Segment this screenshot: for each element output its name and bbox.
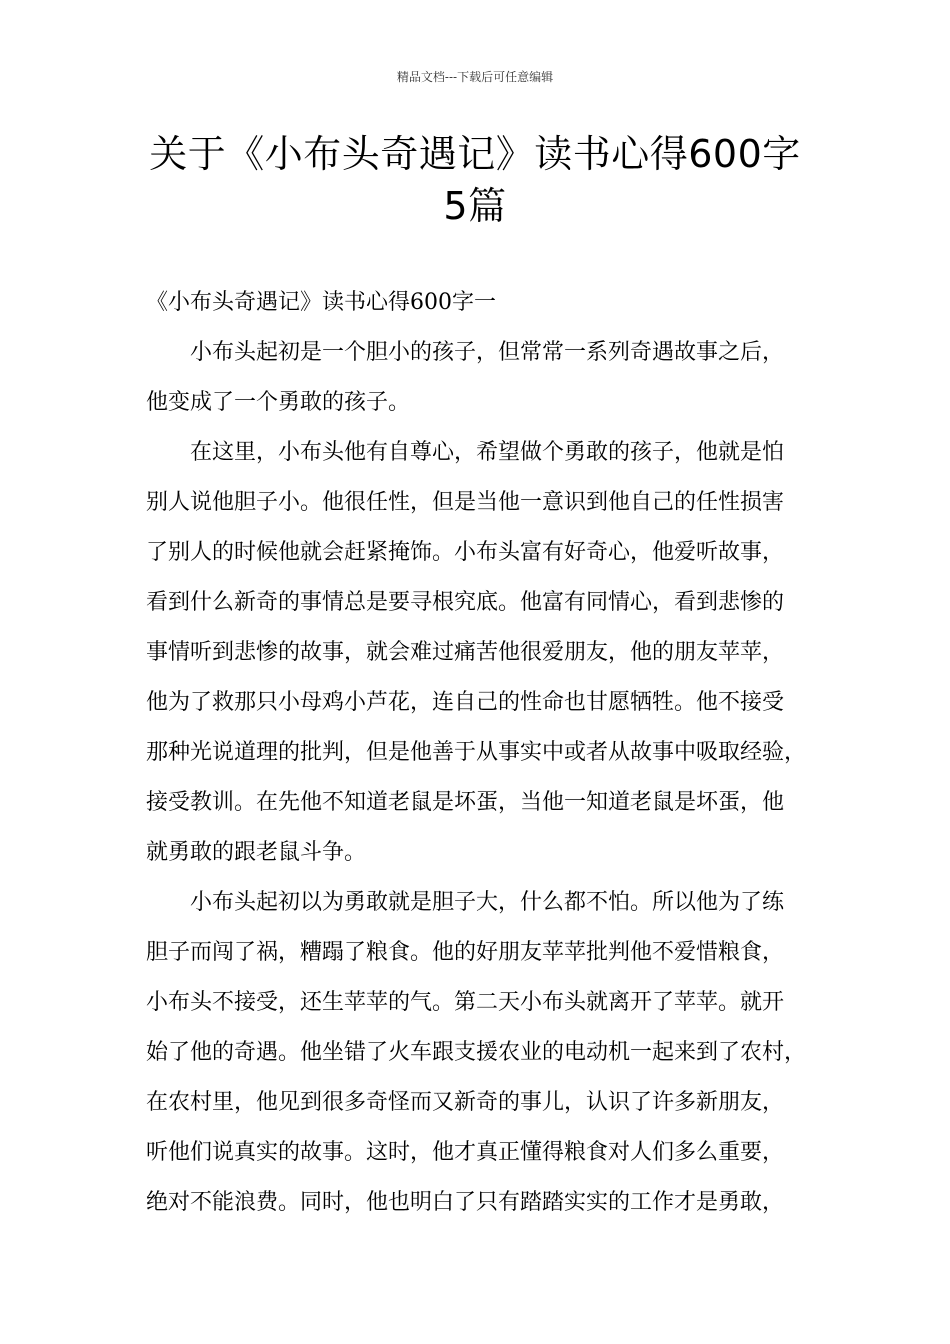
text-line: 接受教训。在先他不知道老鼠是坏蛋，当他一知道老鼠是坏蛋，他	[146, 790, 785, 815]
text-line: 他变成了一个勇敢的孩子。	[146, 390, 411, 415]
text-line: 始了他的奇遇。他坐错了火车跟支援农业的电动机一起来到了农村，	[146, 1040, 807, 1065]
section-heading: 《小布头奇遇记》读书心得600字一	[146, 290, 496, 315]
text-line: 听他们说真实的故事。这时，他才真正懂得粮食对人们多么重要，	[146, 1140, 785, 1165]
text-line: 绝对不能浪费。同时，他也明白了只有踏踏实实的工作才是勇敢，	[146, 1190, 785, 1215]
text-line: 胆子而闯了祸，糟蹋了粮食。他的好朋友苹苹批判他不爱惜粮食，	[146, 940, 785, 965]
paragraph-2	[146, 428, 826, 878]
text-line: 别人说他胆子小。他很任性，但是当他一意识到他自己的任性损害	[146, 490, 785, 515]
text-line: 小布头起初以为勇敢就是胆子大，什么都不怕。所以他为了练	[190, 890, 785, 915]
text-line: 那种光说道理的批判，但是他善于从事实中或者从故事中吸取经验，	[146, 740, 807, 765]
text-line: 就勇敢的跟老鼠斗争。	[146, 840, 367, 865]
text-line: 他为了救那只小母鸡小芦花，连自己的性命也甘愿牺牲。他不接受	[146, 690, 785, 715]
title-line-2: 5篇	[443, 184, 507, 228]
title-line-1: 关于《小布头奇遇记》读书心得600字	[149, 132, 801, 176]
text-line: 小布头不接受，还生苹苹的气。第二天小布头就离开了苹苹。就开	[146, 990, 785, 1015]
text-line: 了别人的时候他就会赶紧掩饰。小布头富有好奇心，他爱听故事，	[146, 540, 785, 565]
text-line: 事情听到悲惨的故事，就会难过痛苦他很爱朋友，他的朋友苹苹，	[146, 640, 785, 665]
header-note: 精品文档---下载后可任意编辑	[396, 70, 554, 84]
document-title	[100, 128, 850, 232]
paragraph-3	[146, 878, 826, 1228]
document-body	[146, 278, 826, 1228]
paragraph-1	[146, 328, 826, 428]
text-line: 看到什么新奇的事情总是要寻根究底。他富有同情心，看到悲惨的	[146, 590, 785, 615]
text-line: 在这里，小布头他有自尊心，希望做个勇敢的孩子，他就是怕	[190, 440, 785, 465]
text-line: 小布头起初是一个胆小的孩子，但常常一系列奇遇故事之后，	[190, 340, 785, 365]
text-line: 在农村里，他见到很多奇怪而又新奇的事儿，认识了许多新朋友，	[146, 1090, 785, 1115]
